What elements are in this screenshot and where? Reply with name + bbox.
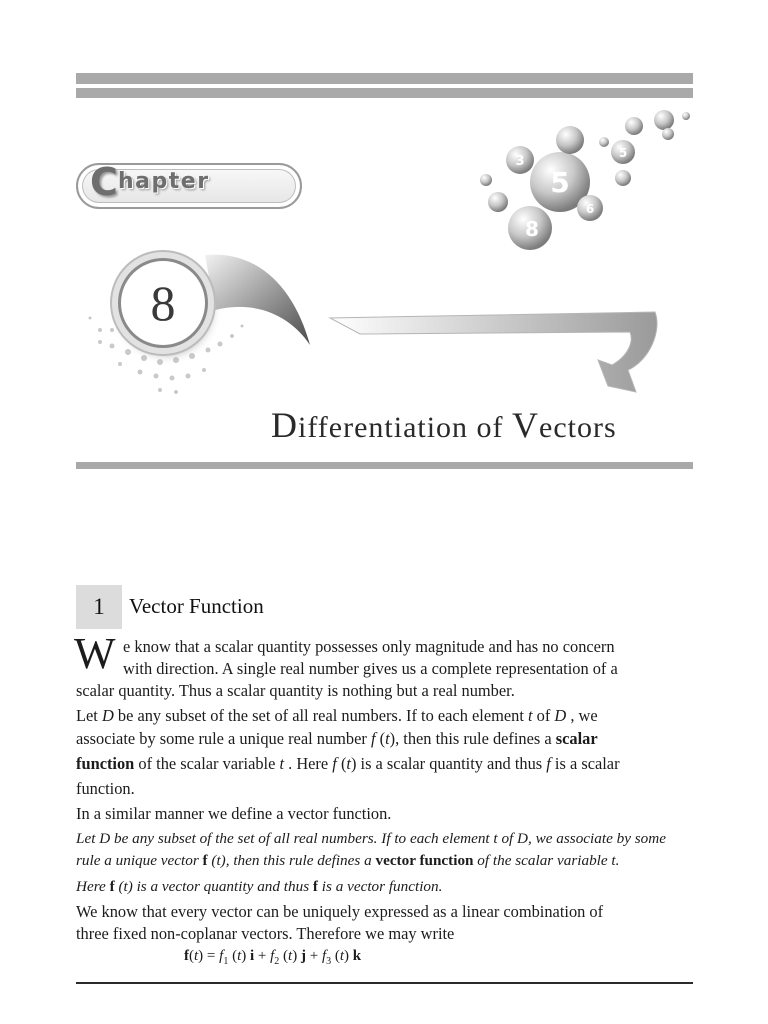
bottom-rule xyxy=(76,982,693,984)
paragraph-line: function of the scalar variable t . Here f (t) is a scalar quantity and thus f is a scalar xyxy=(76,754,620,773)
ball-digit: 3 xyxy=(515,154,525,169)
swoosh-shape xyxy=(205,255,310,345)
paragraph-line: scalar quantity. Thus a scalar quantity is nothing but a real number. xyxy=(76,681,515,700)
paragraph-line: We know that every vector can be uniquely expressed as a linear combination of xyxy=(76,902,604,921)
paragraph-line: three fixed non-coplanar vectors. Therefore we may write xyxy=(76,924,455,943)
definition-line: Here f (t) is a vector quantity and thus f is a vector function. xyxy=(76,878,443,895)
chapter-label: hapter xyxy=(118,169,210,194)
number-balls xyxy=(480,110,690,250)
title-initial: D xyxy=(271,405,298,445)
definition-line: rule a unique vector f (t), then this rule defines a vector function of the scalar variable t. xyxy=(76,852,620,869)
title-rule xyxy=(76,462,693,469)
title-part: ifferentiation of xyxy=(298,411,513,444)
paragraph-line: function. xyxy=(76,779,135,798)
paragraph-line: e know that a scalar quantity possesses only magnitude and has no concern xyxy=(123,637,615,656)
drop-cap: W xyxy=(74,629,116,678)
title-initial: V xyxy=(512,405,540,445)
chapter-number: 8 xyxy=(118,258,208,348)
ball-digit: 8 xyxy=(525,217,539,241)
ball-digit: 5 xyxy=(550,166,570,199)
chapter-title xyxy=(271,404,617,446)
section-title: Vector Function xyxy=(129,594,264,618)
section-number: 1 xyxy=(76,585,122,629)
ball-digit: 6 xyxy=(585,202,595,216)
definition-line: Let D be any subset of the set of all real numbers. If to each element t of D, we associate by some xyxy=(76,830,666,847)
paragraph-line: with direction. A single real number gives us a complete representation of a xyxy=(123,659,618,678)
paragraph-line: Let D be any subset of the set of all real numbers. If to each element t of D , we xyxy=(76,706,598,725)
equation: $f(t) = f_1$ (t) $i + f_2$ (t) $j + f_3$ (t) k xyxy=(184,948,362,967)
paragraph-line: associate by some rule a unique real number f (t), then this rule defines a scalar xyxy=(76,729,598,748)
arrow-shape xyxy=(330,312,657,392)
chapter-label-initial: C xyxy=(90,160,118,204)
ball-digit: 5 xyxy=(618,146,628,160)
paragraph-line: In a similar manner we define a vector function. xyxy=(76,804,392,823)
title-part: ectors xyxy=(539,411,617,444)
